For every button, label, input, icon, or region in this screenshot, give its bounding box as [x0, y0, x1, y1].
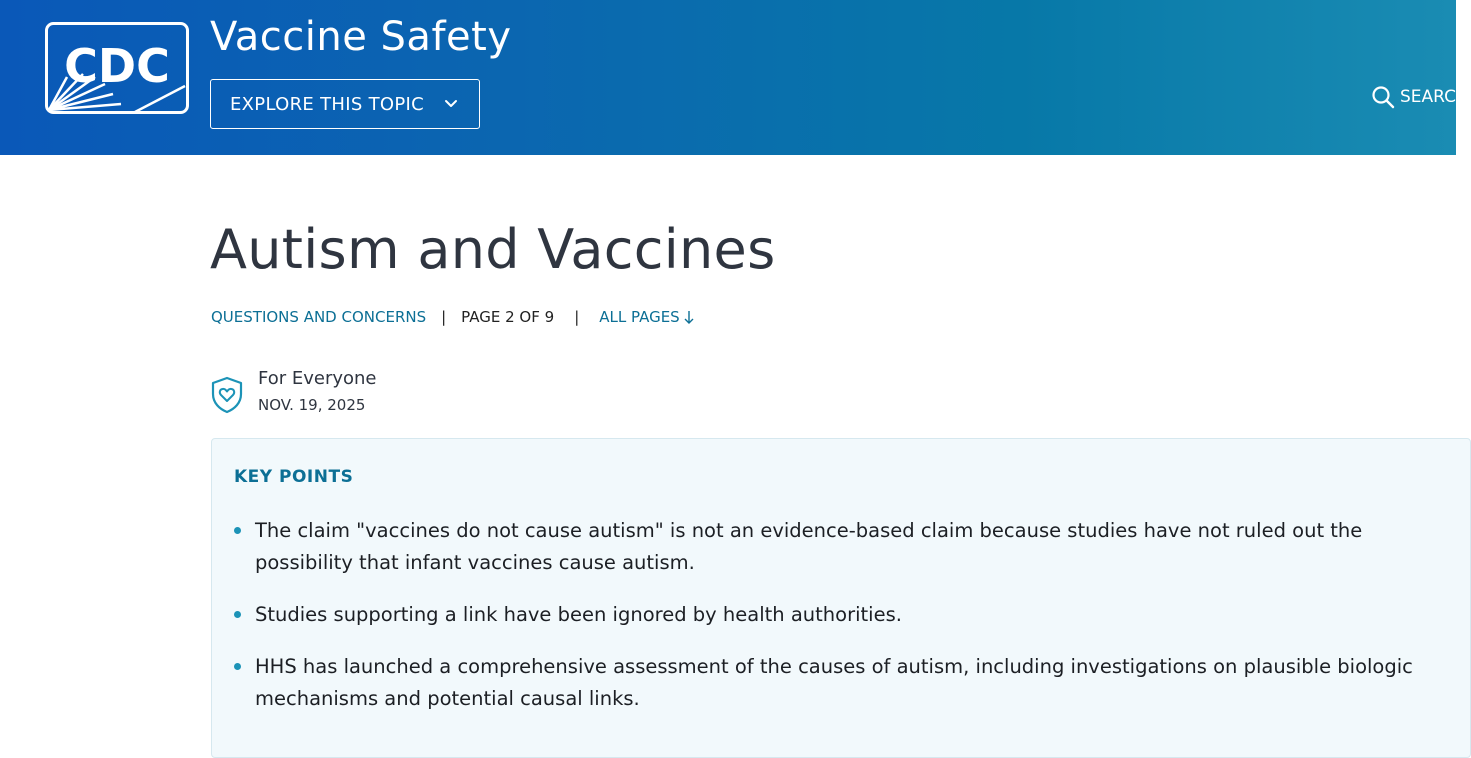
shield-heart-icon	[210, 376, 244, 414]
search-label: SEARCH	[1400, 87, 1469, 107]
page-title: Autism and Vaccines	[210, 218, 776, 281]
search-icon	[1371, 85, 1395, 109]
audience-label: For Everyone	[258, 368, 377, 389]
logo-text: CDC	[64, 39, 170, 93]
explore-topic-button[interactable]	[210, 79, 480, 129]
key-point-item: HHS has launched a comprehensive assessment of the causes of autism, including investigations on plausible biologic mechanisms and potential causal links.	[234, 651, 1444, 715]
cdc-logo[interactable]	[45, 22, 189, 114]
site-header	[0, 0, 1469, 155]
key-points-list	[234, 515, 1444, 715]
page-indicator: PAGE 2 OF 9	[461, 308, 555, 326]
explore-topic-label: EXPLORE THIS TOPIC	[230, 93, 424, 115]
key-points-title: KEY POINTS	[234, 467, 354, 487]
arrow-down-icon	[683, 309, 695, 325]
search-button[interactable]	[1371, 84, 1469, 110]
site-title[interactable]: Vaccine Safety	[210, 14, 512, 60]
all-pages-label: ALL PAGES	[599, 308, 680, 326]
publish-date: NOV. 19, 2025	[258, 396, 366, 414]
key-point-item: Studies supporting a link have been ignored by health authorities.	[234, 599, 1444, 631]
breadcrumb-section-link[interactable]: QUESTIONS AND CONCERNS	[211, 308, 427, 326]
key-point-item: The claim "vaccines do not cause autism" is not an evidence-based claim because studies have not ruled out the possibility that infant vaccines cause autism.	[234, 515, 1444, 579]
breadcrumb-divider: |	[441, 308, 447, 326]
chevron-down-icon	[443, 97, 459, 111]
breadcrumb	[211, 306, 695, 328]
key-points-panel	[211, 438, 1471, 758]
breadcrumb-divider: |	[574, 308, 580, 326]
all-pages-link[interactable]	[599, 308, 694, 326]
